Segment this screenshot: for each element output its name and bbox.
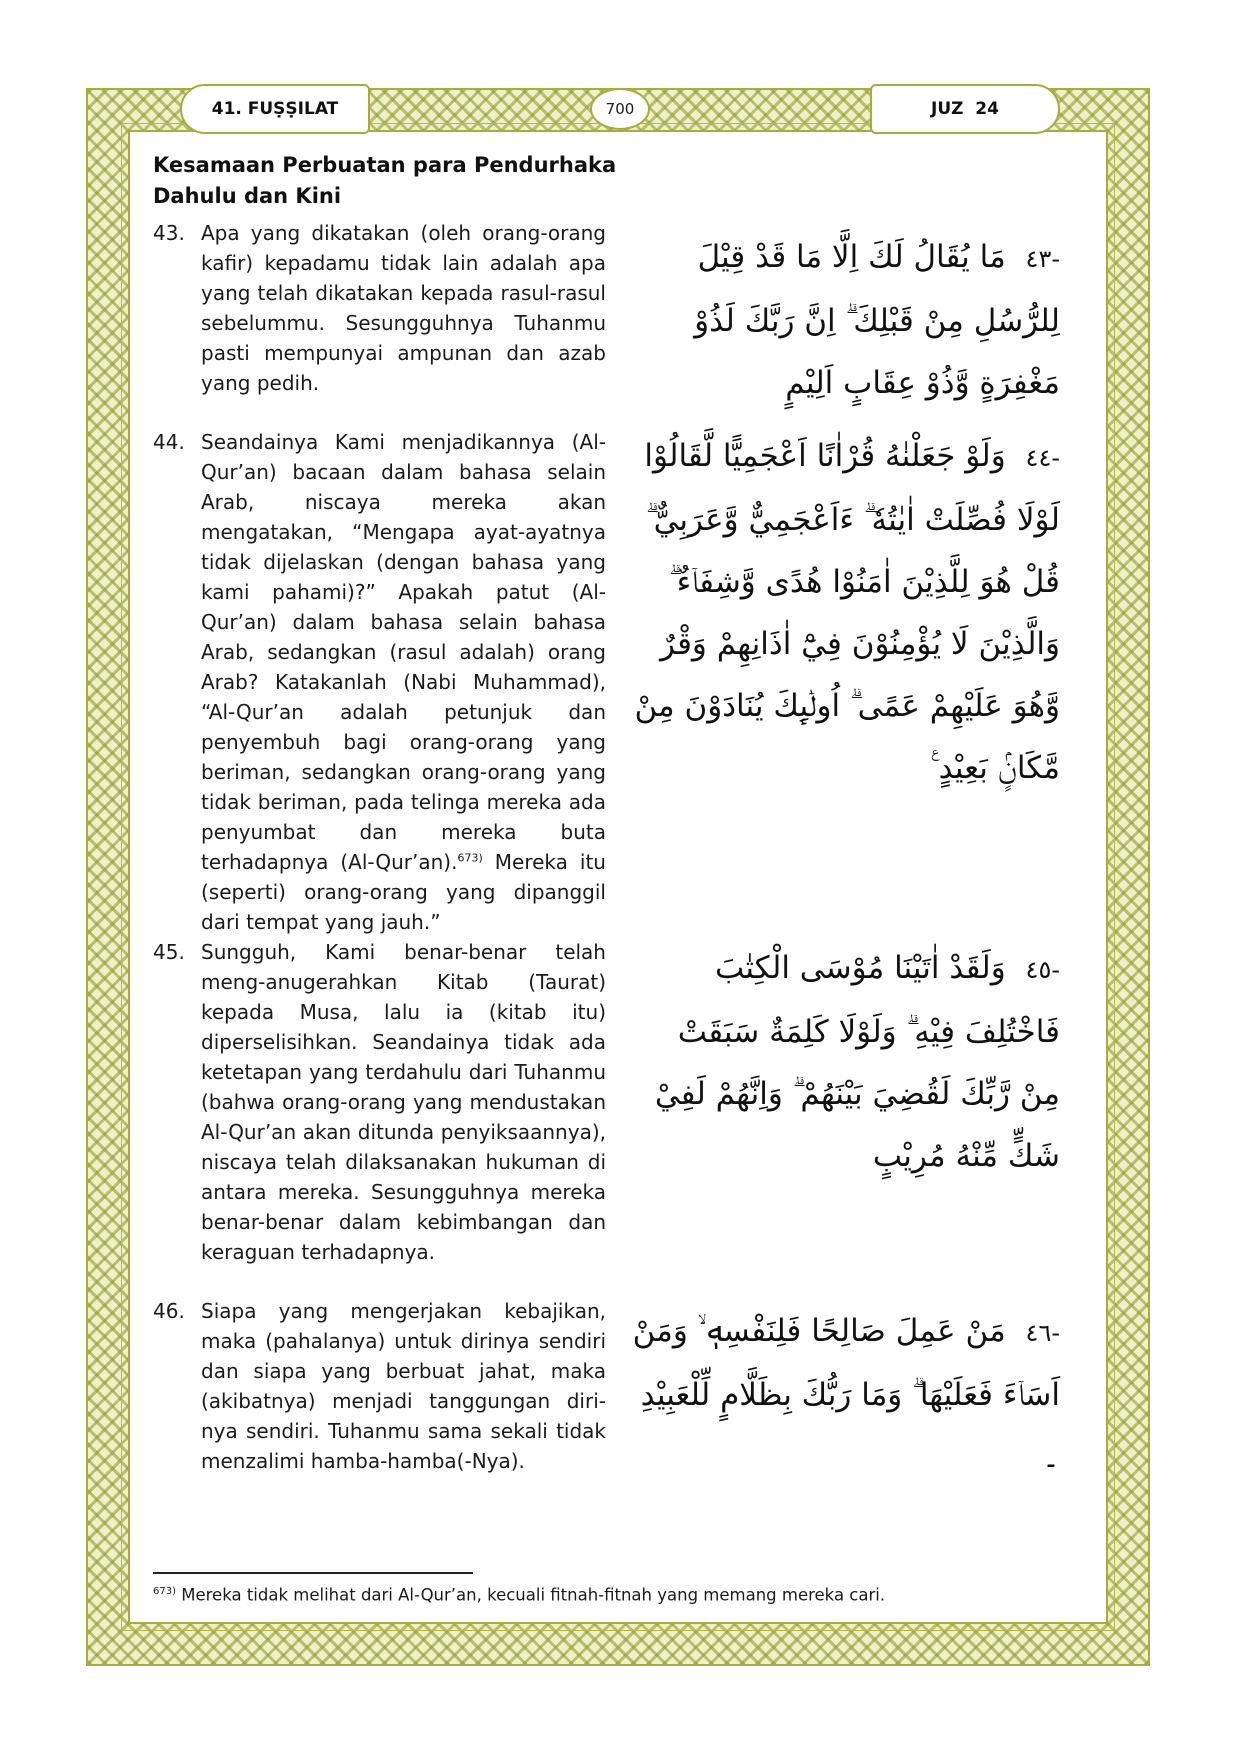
verse-45-arabic: [630, 937, 1060, 1187]
verse-text: Sungguh, Kami benar-benar telah meng-anugerahkan Kitab (Taurat) kepada Musa, lalu ia (kitab itu) diperselisihkan. Seandainya tidak ada ketetapan yang terdahulu dari Tuhanmu (bahwa orang-orang yang mendustakan Al-Qur’an akan ditunda penyiksaannya), niscaya telah dilaksanakan hukuman di antara mereka. Sesungguhnya mereka benar-benar dalam kebimbangan dan keraguan terhadapnya.: [201, 940, 606, 1264]
verse-number: 46.: [153, 1299, 185, 1323]
verse-text: [201, 427, 606, 937]
arabic-verse-number: -٤٥: [1025, 956, 1060, 984]
verse-45-translation: [153, 937, 606, 1267]
verse-number: 44.: [153, 430, 185, 454]
footnote-ref[interactable]: 673): [457, 851, 483, 865]
verse-43-translation: [153, 218, 606, 398]
footnote-number: 673): [153, 1586, 176, 1597]
arabic-text: وَلَوْ جَعَلْنٰهُ قُرْاٰنًا اَعْجَمِيًّا لَّقَالُوْا لَوْلَا فُصِّلَتْ اٰيٰتُهٗ ۗ ءَاَعْجَمِيٌّ وَّعَرَبِيٌّ ۗ قُلْ هُوَ لِلَّذِيْنَ اٰمَنُوْا هُدًى وَّشِفَاۤءٌ ۗ وَالَّذِيْنَ لَا يُؤْمِنُوْنَ فِيْٓ اٰذَانِهِمْ وَقْرٌ وَّهُوَ عَلَيْهِمْ عَمًى ۗ اُولٰۤىِٕكَ يُنَادَوْنَ مِنْ مَّكَانٍۢ بَعِيْدٍ ࣖ: [634, 438, 1060, 786]
arabic-text: وَلَقَدْ اٰتَيْنَا مُوْسَى الْكِتٰبَ فَاخْتُلِفَ فِيْهِ ۗ وَلَوْلَا كَلِمَةٌ سَبَقَتْ مِنْ رَّبِّكَ لَقُضِيَ بَيْنَهُمْ ۗ وَاِنَّهُمْ لَفِيْ شَكٍّ مِّنْهُ مُرِيْبٍ: [654, 950, 1060, 1174]
arabic-text: مَنْ عَمِلَ صَالِحًا فَلِنَفْسِهٖ ۙ وَمَنْ اَسَاۤءَ فَعَلَيْهَا ۗ وَمَا رَبُّكَ بِظَلَّامٍ لِّلْعَبِيْدِ ۔: [632, 1313, 1060, 1475]
arabic-verse-number: -٤٣: [1025, 245, 1060, 273]
verse-44-arabic: [630, 425, 1060, 799]
verse-44-translation: [153, 427, 606, 937]
juz-tab: [870, 84, 1060, 134]
heading-line-2: Dahulu dan Kini: [153, 184, 342, 208]
heading-line-1: Kesamaan Perbuatan para Pendurhaka: [153, 153, 617, 177]
verse-43-arabic: [630, 226, 1060, 414]
surah-name: 41. FUṢṢILAT: [211, 99, 339, 119]
footnote: [153, 1580, 1053, 1608]
footnote-divider: [153, 1572, 473, 1574]
verse-text: Apa yang dikatakan (oleh orang-orang kafir) kepadamu tidak lain adalah apa yang telah dikatakan kepada rasul-rasul sebelummu. Sesungguhnya Tuhanmu pasti mempunyai ampunan dan azab yang pedih.: [201, 221, 606, 395]
arabic-verse-number: -٤٤: [1025, 444, 1060, 472]
arabic-text: مَا يُقَالُ لَكَ اِلَّا مَا قَدْ قِيْلَ لِلرُّسُلِ مِنْ قَبْلِكَ ۗ اِنَّ رَبَّكَ لَذُوْ مَغْفِرَةٍ وَّذُوْ عِقَابٍ اَلِيْمٍ: [694, 239, 1060, 401]
verse-46-arabic: [630, 1300, 1060, 1488]
verse-text: Siapa yang mengerjakan kebajikan, maka (pahalanya) untuk dirinya sendiri dan siapa yang berbuat jahat, maka (akibatnya) menjadi tanggungan diri-nya sendiri. Tuhanmu sama sekali tidak menzalimi hamba-hamba(-Nya).: [201, 1299, 606, 1473]
surah-name-tab: [180, 84, 370, 134]
page-number: [590, 88, 650, 130]
verse-number: 45.: [153, 940, 185, 964]
verse-text-part-2: Mereka itu (seperti) orang-orang yang dipanggil dari tempat yang jauh.”: [201, 850, 606, 934]
footnote-text: Mereka tidak melihat dari Al-Qur’an, kecuali fitnah-fitnah yang memang mereka cari.: [176, 1585, 886, 1605]
section-heading: [153, 150, 623, 212]
page-number-text: 700: [605, 100, 635, 118]
verse-46-translation: [153, 1296, 606, 1476]
verse-text-part-1: Seandainya Kami menjadikannya (Al-Qur’an) bacaan dalam bahasa selain Arab, niscaya mereka akan mengatakan, “Mengapa ayat-ayatnya tidak dijelaskan (dengan bahasa yang kami pahami)?” Apakah patut (Al-Qur’an) dalam bahasa selain bahasa Arab, sedangkan (rasul adalah) orang Arab? Katakanlah (Nabi Muhammad), “Al-Qur’an adalah petunjuk dan penyembuh bagi orang-orang yang beriman, sedangkan orang-orang yang tidak beriman, pada telinga mereka ada penyumbat dan mereka buta terhadapnya (Al-Qur’an).: [201, 430, 606, 874]
verse-number: 43.: [153, 221, 185, 245]
arabic-verse-number: -٤٦: [1025, 1319, 1060, 1347]
juz-label: JUZ 24: [931, 99, 999, 119]
